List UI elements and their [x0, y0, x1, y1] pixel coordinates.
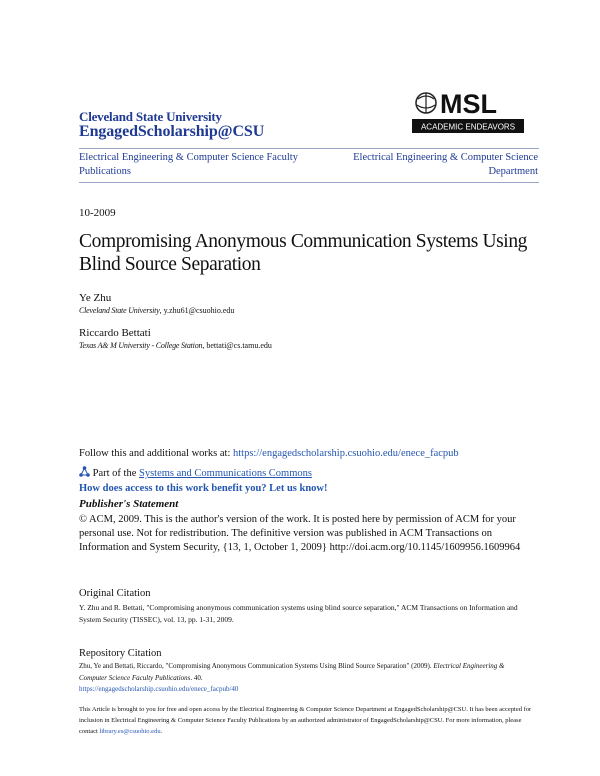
author-name: Riccardo Bettati [79, 327, 151, 339]
msl-logo [412, 87, 524, 135]
article-title: Compromising Anonymous Communication Systems Using Blind Source Separation [79, 231, 528, 275]
repository-citation-heading: Repository Citation [79, 648, 162, 659]
publisher-statement-text: © ACM, 2009. This is the author's version of the work. It is posted here by permission of ACM for your personal use. Not for redistribution. The definitive version was published in ACM Transactions on Information and System Security, {13, 1, October 1, 2009} http://doi.acm.org/10.1145/1609956.1609964 [79, 514, 521, 553]
citation-plain: Zhu, Ye and Bettati, Riccardo, "Compromising Anonymous Communication Systems Using Blind Source Separation" (2009). [79, 662, 432, 670]
author-affiliation: Cleveland State University, y.zhu61@csuohio.edu [79, 306, 235, 315]
follow-line [79, 448, 459, 459]
follow-label: Follow this and additional works at: [79, 448, 231, 459]
publisher-statement-heading: Publisher's Statement [79, 498, 179, 510]
header-divider-bottom [79, 182, 539, 183]
affiliation-institution: Texas A& M University - College Station [79, 341, 203, 350]
footer-notice: This Article is brought to you for free and open access by the Electrical Engineering & Computer Science Department at EngagedScholarship@CSU. It has been accepted for inclusion in Electrical Engineering & Computer Science Faculty Publications by an authorized administrator of EngagedScholarship@CSU. For more information, please contact library.es@csuohio.edu. [79, 706, 532, 735]
part-of-line [79, 466, 312, 479]
author-email: bettati@cs.tamu.edu [206, 341, 272, 350]
citation-series: Electrical Engineering & Computer Science Faculty Publications [79, 662, 505, 682]
citation-url-link[interactable]: https://engagedscholarship.csuohio.edu/enece_facpub/40 [79, 685, 239, 693]
repository-citation-text [79, 661, 534, 696]
logo-tagline: ACADEMIC ENDEAVORS [420, 122, 516, 132]
original-citation-heading: Original Citation [79, 588, 151, 599]
contact-email-link[interactable]: library.es@csuohio.edu [99, 728, 161, 735]
collection-link-department[interactable]: Electrical Engineering & Computer Science Department [353, 152, 538, 177]
logo-wordmark: MSL [440, 89, 497, 119]
follow-url-link[interactable]: https://engagedscholarship.csuohio.edu/enece_facpub [233, 448, 459, 459]
collection-link-faculty-publications[interactable]: Electrical Engineering & Computer Science Faculty Publications [79, 152, 298, 177]
msl-logo-graphic [412, 87, 524, 135]
author-email: y.zhu61@csuohio.edu [163, 306, 235, 315]
affiliation-institution: Cleveland State University [79, 306, 160, 315]
commons-network-icon [79, 466, 90, 478]
part-of-label: Part of the [92, 468, 137, 479]
footer-text: This Article is brought to you for free and open access by the Electrical Engineering & Computer Science Department at EngagedScholarship@CSU. It has been accepted for inclusion in Electrical Engineering & Computer Science Faculty Publications by an authorized administrator of EngagedScholarship@CSU. For more information, please contact [79, 706, 532, 735]
header-divider-top [79, 148, 539, 149]
publication-date: 10-2009 [79, 207, 116, 219]
author-name: Ye Zhu [79, 292, 112, 304]
access-feedback-link[interactable]: How does access to this work benefit you? Let us know! [79, 483, 328, 494]
commons-link[interactable]: Systems and Communications Commons [139, 468, 312, 479]
author-affiliation: Texas A& M University - College Station, bettati@cs.tamu.edu [79, 341, 272, 350]
original-citation-text: Y. Zhu and R. Bettati, "Compromising anonymous communication systems using blind source separation," ACM Transactions on Information and System Security (TISSEC), vol. 13, pp. 1-31, 2009. [79, 603, 518, 624]
repository-name[interactable]: EngagedScholarship@CSU [79, 123, 265, 140]
university-name: Cleveland State University [79, 109, 222, 124]
citation-tail: . 40. [190, 673, 203, 682]
